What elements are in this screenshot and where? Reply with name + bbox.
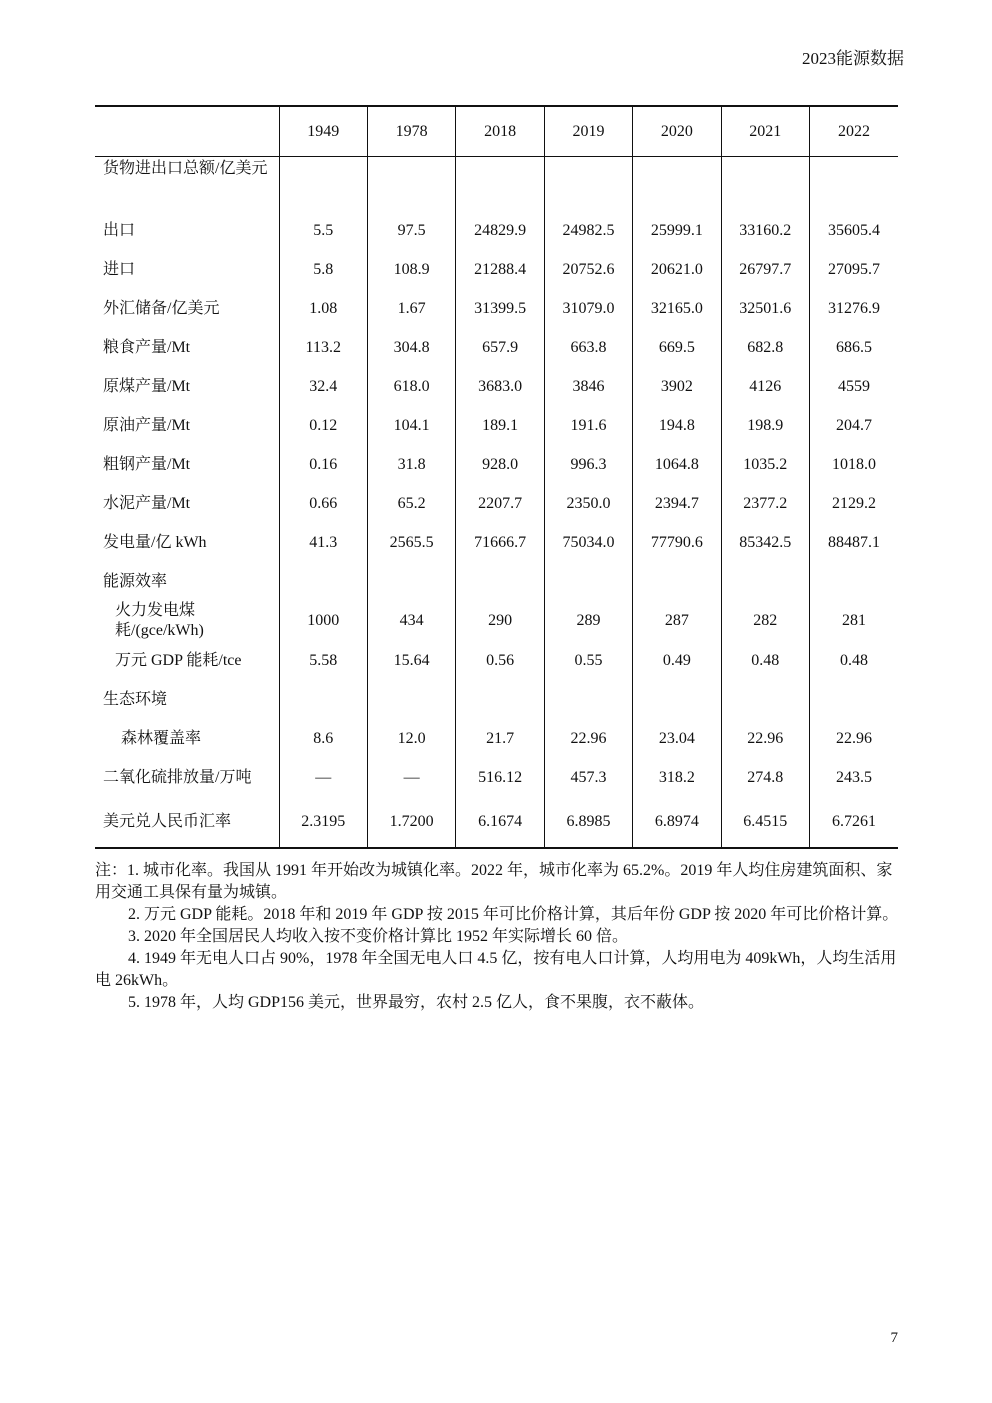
table-cell: 20752.6 xyxy=(544,250,632,289)
table-cell: 0.49 xyxy=(633,641,721,680)
data-table-container xyxy=(95,105,898,849)
table-cell: 5.58 xyxy=(279,641,367,680)
table-cell: 5.5 xyxy=(279,211,367,250)
table-row xyxy=(95,157,898,212)
table-cell: 0.56 xyxy=(456,641,544,680)
table-cell: 97.5 xyxy=(367,211,455,250)
table-cell xyxy=(809,157,898,212)
table-cell: 2565.5 xyxy=(367,523,455,562)
table-cell: 26797.7 xyxy=(721,250,809,289)
table-row xyxy=(95,406,898,445)
header-cell-year: 1978 xyxy=(367,106,455,157)
table-cell: 65.2 xyxy=(367,484,455,523)
table-cell: 1.7200 xyxy=(367,797,455,848)
row-label: 美元兑人民币汇率 xyxy=(103,813,232,830)
table-row xyxy=(95,484,898,523)
table-cell: 32165.0 xyxy=(633,289,721,328)
header-cell-empty xyxy=(95,106,279,157)
table-cell xyxy=(367,680,455,719)
footnotes xyxy=(95,860,900,1014)
table-cell: 88487.1 xyxy=(809,523,898,562)
table-cell: 996.3 xyxy=(544,445,632,484)
table-cell: 104.1 xyxy=(367,406,455,445)
table-row xyxy=(95,797,898,848)
table-cell xyxy=(544,680,632,719)
row-label: 森林覆盖率 xyxy=(121,729,202,747)
table-cell: 204.7 xyxy=(809,406,898,445)
table-row xyxy=(95,719,898,758)
table-cell xyxy=(809,562,898,601)
table-cell: — xyxy=(367,758,455,797)
table-cell: 1000 xyxy=(279,601,367,641)
table-cell: 32.4 xyxy=(279,367,367,406)
table-cell xyxy=(633,562,721,601)
table-cell: 6.1674 xyxy=(456,797,544,848)
table-cell: 290 xyxy=(456,601,544,641)
table-cell: 25999.1 xyxy=(633,211,721,250)
table-cell xyxy=(279,680,367,719)
header-cell-year: 1949 xyxy=(279,106,367,157)
table-cell: 22.96 xyxy=(721,719,809,758)
table-cell: 4559 xyxy=(809,367,898,406)
table-cell xyxy=(721,562,809,601)
row-label: 能源效率 xyxy=(103,572,168,590)
page-number: 7 xyxy=(890,1330,898,1346)
table-cell: 1064.8 xyxy=(633,445,721,484)
table-cell: 281 xyxy=(809,601,898,641)
table-cell: 71666.7 xyxy=(456,523,544,562)
table-cell: 457.3 xyxy=(544,758,632,797)
footnote-4: 4. 1949 年无电人口占 90%，1978 年全国无电人口 4.5 亿，按有电人口计算，人均用电为 409kWh，人均生活用电 26kWh。 xyxy=(95,950,897,989)
table-cell: 21.7 xyxy=(456,719,544,758)
table-cell: 31276.9 xyxy=(809,289,898,328)
row-label: 进口 xyxy=(103,260,136,278)
table-cell xyxy=(544,157,632,212)
table-cell: 5.8 xyxy=(279,250,367,289)
table-cell xyxy=(279,157,367,212)
table-cell xyxy=(721,157,809,212)
table-cell: 3846 xyxy=(544,367,632,406)
table-cell: 189.1 xyxy=(456,406,544,445)
table-cell: 1035.2 xyxy=(721,445,809,484)
row-label: 水泥产量/Mt xyxy=(103,494,191,512)
table-cell: 6.8985 xyxy=(544,797,632,848)
row-label: 外汇储备/亿美元 xyxy=(103,299,220,317)
row-label: 万元 GDP 能耗/tce xyxy=(115,651,242,669)
table-cell: 23.04 xyxy=(633,719,721,758)
table-cell: 31079.0 xyxy=(544,289,632,328)
table-cell: 191.6 xyxy=(544,406,632,445)
table-cell: 22.96 xyxy=(809,719,898,758)
table-cell: 108.9 xyxy=(367,250,455,289)
table-row xyxy=(95,328,898,367)
table-cell: 6.7261 xyxy=(809,797,898,848)
table-cell: 22.96 xyxy=(544,719,632,758)
table-cell: 2207.7 xyxy=(456,484,544,523)
table-cell: 27095.7 xyxy=(809,250,898,289)
row-label: 火力发电煤耗/(gce/kWh) xyxy=(115,602,204,639)
table-cell: 24829.9 xyxy=(456,211,544,250)
table-cell: 0.16 xyxy=(279,445,367,484)
table-cell: 21288.4 xyxy=(456,250,544,289)
table-cell: 2377.2 xyxy=(721,484,809,523)
table-cell: 243.5 xyxy=(809,758,898,797)
table-cell: 6.8974 xyxy=(633,797,721,848)
table-cell: 33160.2 xyxy=(721,211,809,250)
table-cell: 318.2 xyxy=(633,758,721,797)
table-cell: 657.9 xyxy=(456,328,544,367)
table-cell: 682.8 xyxy=(721,328,809,367)
row-label: 发电量/亿 kWh xyxy=(103,533,207,551)
footnote-2: 2. 万元 GDP 能耗。2018 年和 2019 年 GDP 按 2015 年可比价格计算，其后年份 GDP 按 2020 年可比价格计算。 xyxy=(128,906,899,923)
table-row xyxy=(95,680,898,719)
table-cell: 1.08 xyxy=(279,289,367,328)
row-label: 粗钢产量/Mt xyxy=(103,455,191,473)
table-cell: 274.8 xyxy=(721,758,809,797)
table-row xyxy=(95,445,898,484)
row-label: 生态环境 xyxy=(103,690,168,708)
table-cell: 194.8 xyxy=(633,406,721,445)
footnote-5: 5. 1978 年，人均 GDP156 美元，世界最穷，农村 2.5 亿人，食不果腹，衣不蔽体。 xyxy=(128,994,705,1011)
header-cell-year: 2020 xyxy=(633,106,721,157)
table-cell: 2394.7 xyxy=(633,484,721,523)
table-cell: 0.48 xyxy=(721,641,809,680)
table-cell: 31399.5 xyxy=(456,289,544,328)
table-cell: 1018.0 xyxy=(809,445,898,484)
table-row xyxy=(95,601,898,641)
row-label: 原油产量/Mt xyxy=(103,416,191,434)
table-header-row xyxy=(95,106,898,157)
table-cell xyxy=(456,680,544,719)
table-cell: 2.3195 xyxy=(279,797,367,848)
table-cell: — xyxy=(279,758,367,797)
table-cell: 686.5 xyxy=(809,328,898,367)
table-row xyxy=(95,562,898,601)
data-table xyxy=(95,105,898,849)
row-label: 原煤产量/Mt xyxy=(103,377,191,395)
row-label: 出口 xyxy=(103,221,136,239)
header-cell-year: 2018 xyxy=(456,106,544,157)
table-cell: 516.12 xyxy=(456,758,544,797)
table-cell: 85342.5 xyxy=(721,523,809,562)
table-cell: 287 xyxy=(633,601,721,641)
table-row xyxy=(95,523,898,562)
table-cell: 0.48 xyxy=(809,641,898,680)
table-cell: 2350.0 xyxy=(544,484,632,523)
table-cell: 20621.0 xyxy=(633,250,721,289)
table-row xyxy=(95,641,898,680)
footnote-1: 注：1. 城市化率。我国从 1991 年开始改为城镇化率。2022 年，城市化率为 65.2%。2019 年人均住房建筑面积、家用交通工具保有量为城镇。 xyxy=(95,862,893,901)
table-cell: 3902 xyxy=(633,367,721,406)
table-cell xyxy=(367,562,455,601)
row-label: 二氧化硫排放量/万吨 xyxy=(103,768,252,786)
table-cell: 198.9 xyxy=(721,406,809,445)
table-cell: 0.12 xyxy=(279,406,367,445)
table-cell: 12.0 xyxy=(367,719,455,758)
table-cell: 2129.2 xyxy=(809,484,898,523)
row-label: 粮食产量/Mt xyxy=(103,338,191,356)
header-cell-year: 2019 xyxy=(544,106,632,157)
table-row xyxy=(95,758,898,797)
table-cell: 75034.0 xyxy=(544,523,632,562)
page-header-title: 2023能源数据 xyxy=(802,49,904,68)
table-cell: 32501.6 xyxy=(721,289,809,328)
table-cell xyxy=(367,157,455,212)
table-row xyxy=(95,211,898,250)
header-cell-year: 2022 xyxy=(809,106,898,157)
table-cell: 618.0 xyxy=(367,367,455,406)
table-cell: 282 xyxy=(721,601,809,641)
table-cell xyxy=(809,680,898,719)
table-cell: 31.8 xyxy=(367,445,455,484)
table-cell: 15.64 xyxy=(367,641,455,680)
table-cell: 0.55 xyxy=(544,641,632,680)
table-cell: 113.2 xyxy=(279,328,367,367)
table-cell: 663.8 xyxy=(544,328,632,367)
table-cell: 928.0 xyxy=(456,445,544,484)
table-cell: 304.8 xyxy=(367,328,455,367)
table-cell: 41.3 xyxy=(279,523,367,562)
table-cell: 1.67 xyxy=(367,289,455,328)
table-cell xyxy=(544,562,632,601)
table-cell xyxy=(456,157,544,212)
table-cell xyxy=(721,680,809,719)
table-row xyxy=(95,250,898,289)
table-cell: 669.5 xyxy=(633,328,721,367)
table-cell: 4126 xyxy=(721,367,809,406)
table-cell: 35605.4 xyxy=(809,211,898,250)
table-cell: 3683.0 xyxy=(456,367,544,406)
table-cell xyxy=(633,157,721,212)
header-cell-year: 2021 xyxy=(721,106,809,157)
table-cell: 6.4515 xyxy=(721,797,809,848)
table-cell: 24982.5 xyxy=(544,211,632,250)
table-row xyxy=(95,367,898,406)
table-cell: 77790.6 xyxy=(633,523,721,562)
table-cell xyxy=(633,680,721,719)
row-label: 货物进出口总额/亿美元 xyxy=(103,160,268,177)
table-cell xyxy=(456,562,544,601)
table-cell: 0.66 xyxy=(279,484,367,523)
table-cell: 8.6 xyxy=(279,719,367,758)
table-cell: 289 xyxy=(544,601,632,641)
table-cell xyxy=(279,562,367,601)
table-cell: 434 xyxy=(367,601,455,641)
table-row xyxy=(95,289,898,328)
footnote-3: 3. 2020 年全国居民人均收入按不变价格计算比 1952 年实际增长 60 倍。 xyxy=(128,928,629,945)
